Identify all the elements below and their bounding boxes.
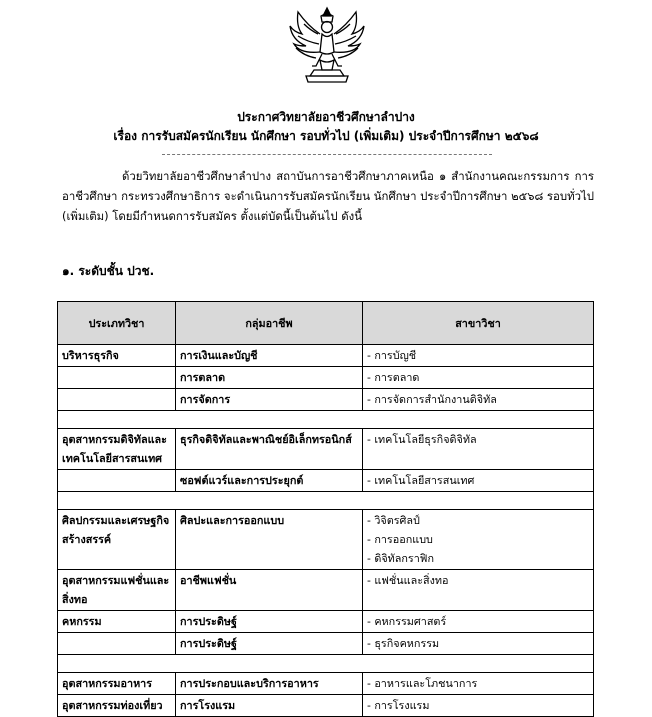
cell-type — [58, 389, 176, 411]
cell-major: - เทคโนโลยีสารสนเทศ — [363, 470, 594, 492]
table-spacer-row — [58, 492, 594, 510]
cell-group: ศิลปะและการออกแบบ — [176, 510, 363, 570]
section-heading: ๑. ระดับชั้น ปวช. — [62, 264, 155, 278]
table-row — [58, 695, 594, 717]
cell-group: การจัดการ — [176, 389, 363, 411]
cell-major: - การโรงแรม — [363, 695, 594, 717]
cell-type: อุตสาหกรรมแฟชั่นและสิ่งทอ — [58, 570, 176, 611]
table-row — [58, 633, 594, 655]
cell-type — [58, 633, 176, 655]
announcement-subject: เรื่อง การรับสมัครนักเรียน นักศึกษา รอบทั่วไป (เพิ่มเติม) ประจำปีการศึกษา ๒๕๖๘ — [113, 129, 539, 143]
table-spacer-row — [58, 655, 594, 673]
cell-type: อุตสาหกรรมอาหาร — [58, 673, 176, 695]
header-group: กลุ่มอาชีพ — [176, 302, 363, 345]
cell-group: การตลาด — [176, 367, 363, 389]
header-type: ประเภทวิชา — [58, 302, 176, 345]
cell-major: - ธุรกิจคหกรรม — [363, 633, 594, 655]
cell-major: - เทคโนโลยีธุรกิจดิจิทัล — [363, 429, 594, 470]
cell-type: อุตสาหกรรมท่องเที่ยว — [58, 695, 176, 717]
cell-group: การโรงแรม — [176, 695, 363, 717]
program-table — [57, 301, 594, 717]
table-row — [58, 510, 594, 570]
announcement-paragraph — [62, 166, 594, 226]
cell-type — [58, 367, 176, 389]
major-item: - การออกแบบ — [367, 533, 433, 546]
cell-group: ธุรกิจดิจิทัลและพาณิชย์อิเล็กทรอนิกส์ — [176, 429, 363, 470]
cell-group: ซอฟต์แวร์และการประยุกต์ — [176, 470, 363, 492]
cell-major — [363, 510, 594, 570]
table-row — [58, 570, 594, 611]
table-row — [58, 367, 594, 389]
paragraph-rest: การอาชีวศึกษา กระทรวงศึกษาธิการ จะดำเนินการรับสมัครนักเรียน นักศึกษา ประจำปีการศึกษา ๒๕๖๘ รอบทั่วไป (เพิ่มเติม) โดยมีกำหนดการรับสมัคร ตั้งแต่บัดนี้เป็นต้นไป ดังนี้ — [62, 169, 595, 223]
header-major: สาขาวิชา — [363, 302, 594, 345]
spacer-cell — [58, 655, 594, 673]
cell-major: - การจัดการสำนักงานดิจิทัล — [363, 389, 594, 411]
cell-type: บริหารธุรกิจ — [58, 345, 176, 367]
table-row — [58, 673, 594, 695]
cell-group: การประดิษฐ์ — [176, 611, 363, 633]
garuda-emblem-icon — [286, 4, 368, 86]
major-item: - ดิจิทัลกราฟิก — [367, 552, 434, 565]
cell-type — [58, 470, 176, 492]
table-row — [58, 611, 594, 633]
cell-type: อุตสาหกรรมดิจิทัลและเทคโนโลยีสารสนเทศ — [58, 429, 176, 470]
spacer-cell — [58, 492, 594, 510]
cell-type: ศิลปกรรมและเศรษฐกิจสร้างสรรค์ — [58, 510, 176, 570]
cell-major: - อาหารและโภชนาการ — [363, 673, 594, 695]
cell-major: - แฟชั่นและสิ่งทอ — [363, 570, 594, 611]
table-row — [58, 429, 594, 470]
table-spacer-row — [58, 411, 594, 429]
announcement-title: ประกาศวิทยาลัยอาชีวศึกษาลำปาง — [237, 110, 415, 124]
table-header-row — [58, 302, 594, 345]
table-row — [58, 470, 594, 492]
table-row — [58, 345, 594, 367]
paragraph-line-1: ด้วยวิทยาลัยอาชีวศึกษาลำปาง สถาบันการอาชีวศึกษาภาคเหนือ ๑ สำนักงานคณะกรรมการ — [122, 169, 570, 183]
cell-major: - การตลาด — [363, 367, 594, 389]
cell-group: การประกอบและบริการอาหาร — [176, 673, 363, 695]
cell-major: - คหกรรมศาสตร์ — [363, 611, 594, 633]
cell-group: อาชีพแฟชั่น — [176, 570, 363, 611]
major-item: - วิจิตรศิลป์ — [367, 514, 420, 527]
separator-rule — [162, 154, 492, 155]
cell-type: คหกรรม — [58, 611, 176, 633]
cell-group: การเงินและบัญชี — [176, 345, 363, 367]
spacer-cell — [58, 411, 594, 429]
cell-major: - การบัญชี — [363, 345, 594, 367]
table-row — [58, 389, 594, 411]
cell-group: การประดิษฐ์ — [176, 633, 363, 655]
